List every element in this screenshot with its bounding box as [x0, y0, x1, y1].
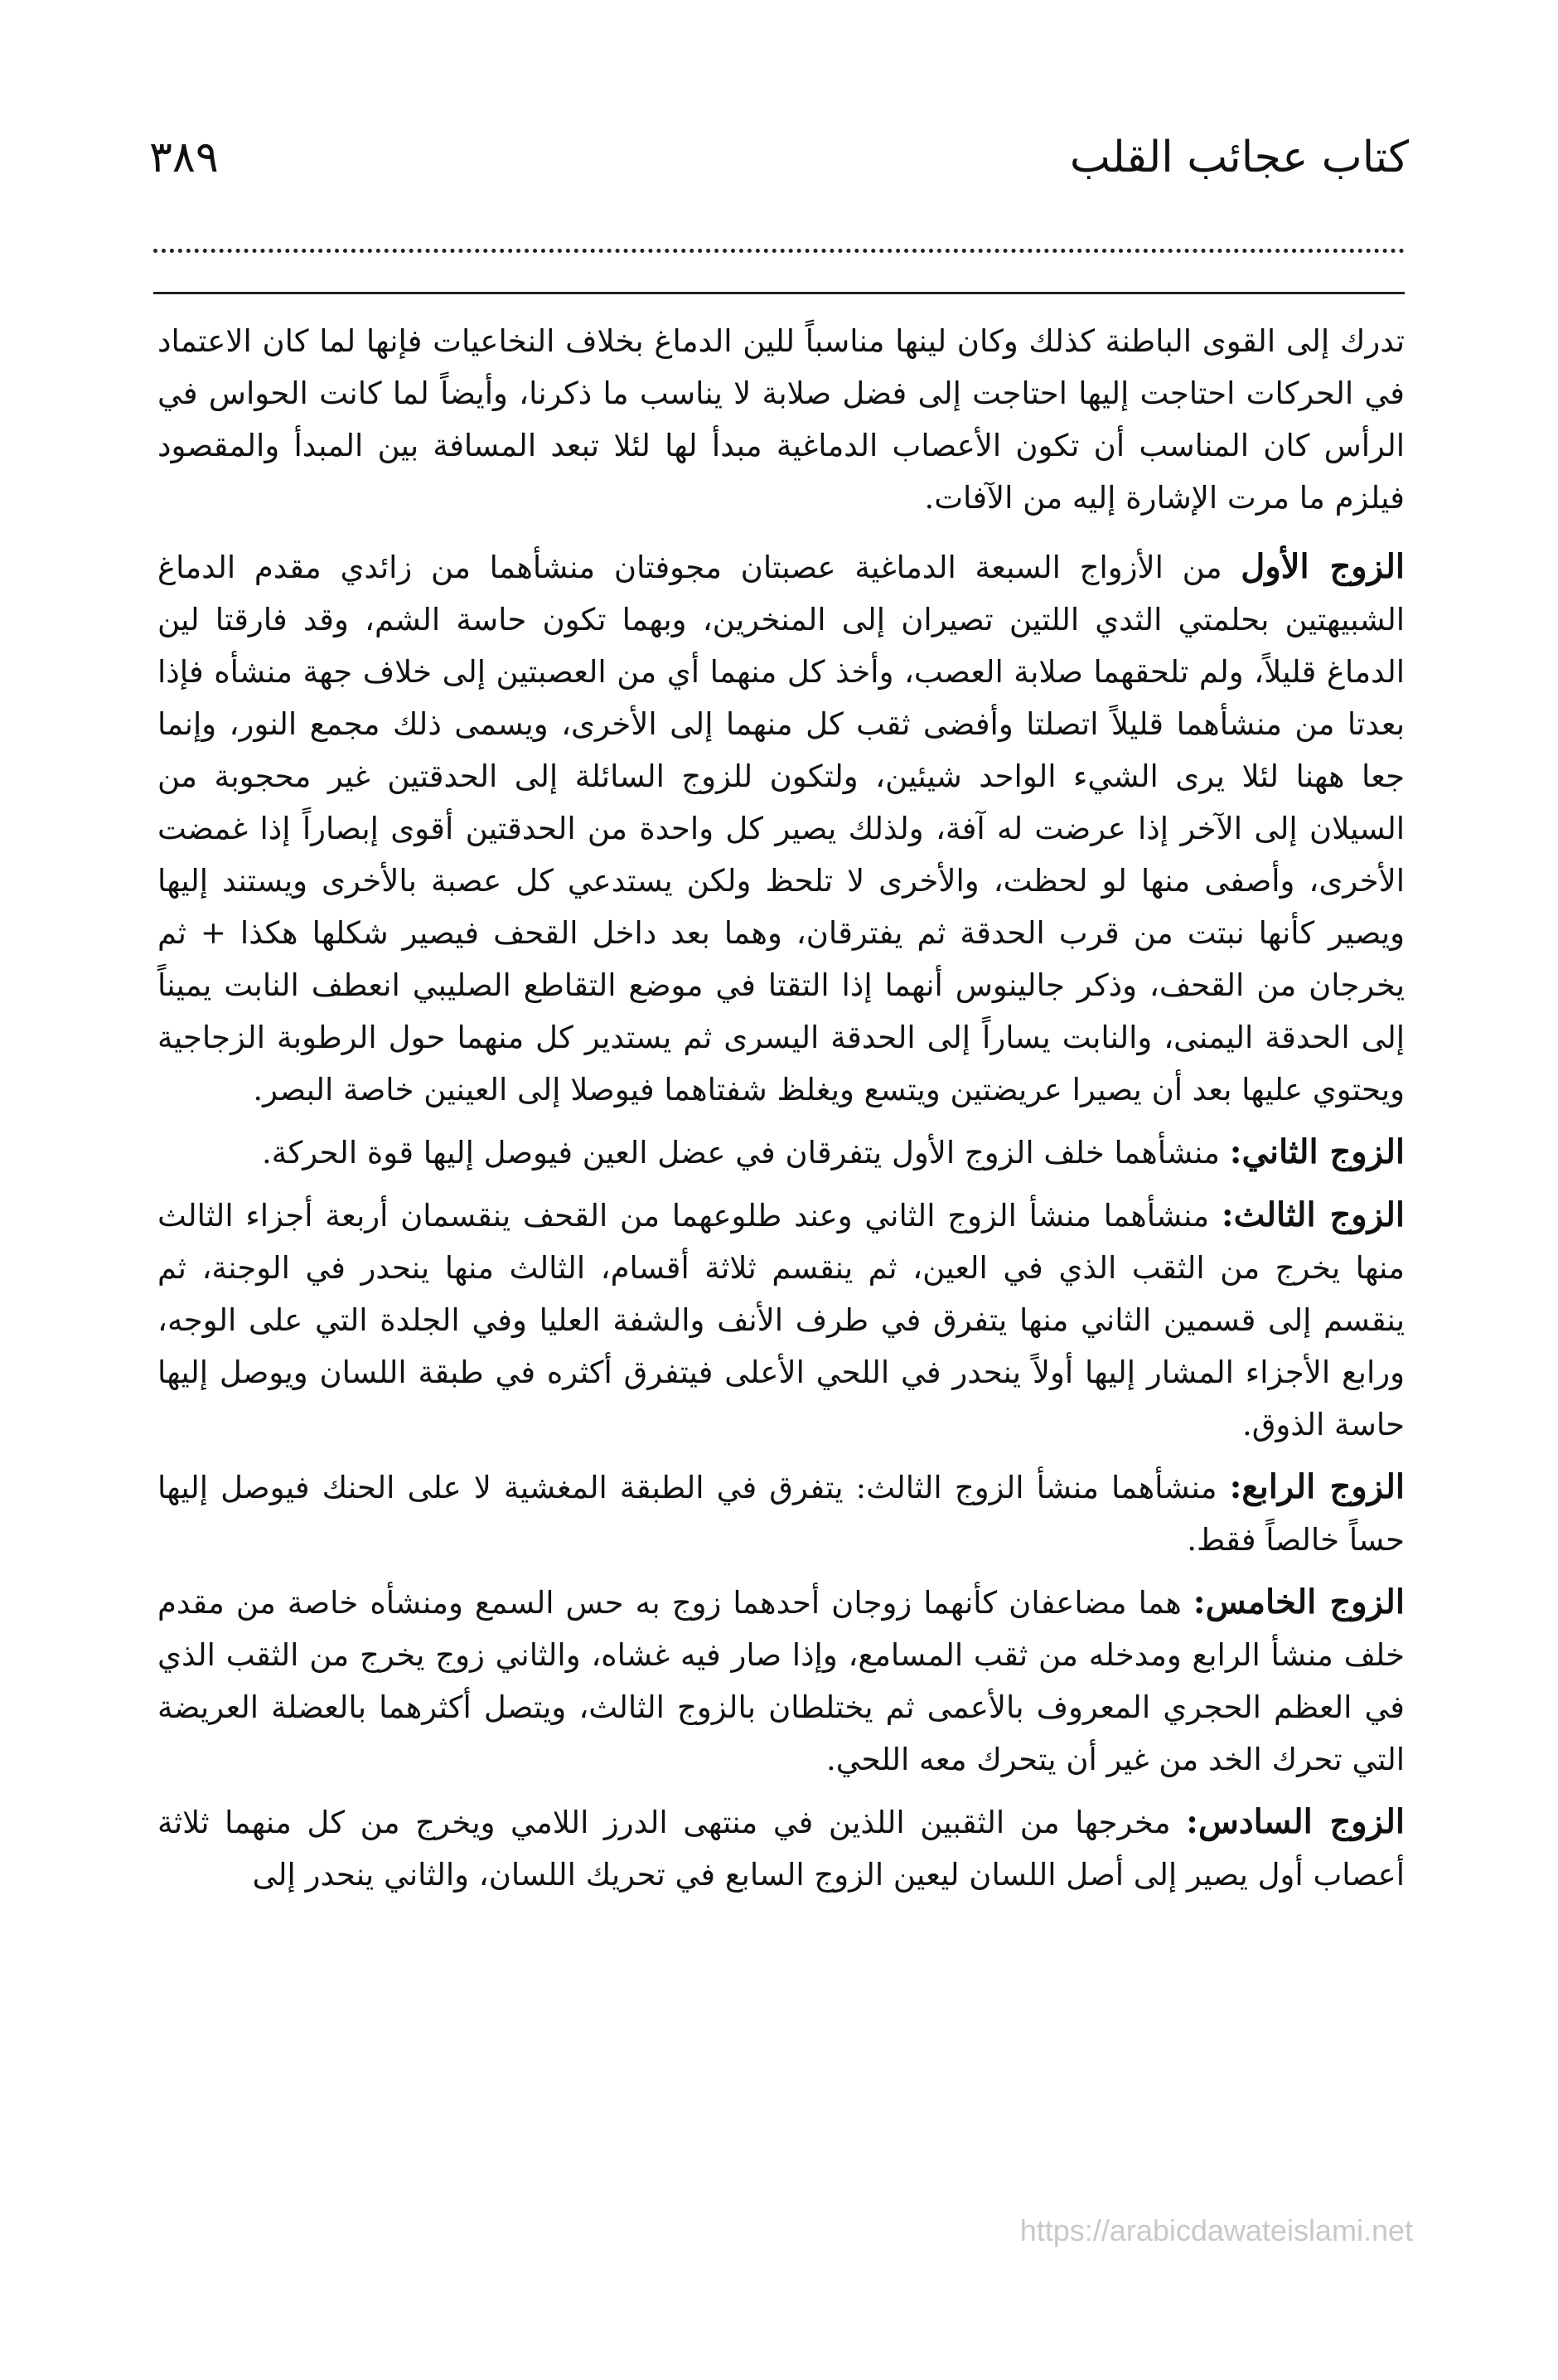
paragraph-text: مخرجها من الثقبين اللذين في منتهى الدرز اللامي ويخرج من كل منهما ثلاثة أعصاب أول يصير إلى أصل اللسان ليعين الزوج السابع في تحريك اللسان، والثاني ينحدر إلى — [157, 1805, 1405, 1893]
paragraph-text: منشأهما خلف الزوج الأول يتفرقان في عضل العين فيوصل إليها قوة الحركة. — [262, 1135, 1220, 1171]
watermark-url: https://arabicdawateislami.net — [1019, 2213, 1413, 2247]
paragraph-text: من الأزواج السبعة الدماغية عصبتان مجوفتان منشأهما من زائدي مقدم الدماغ الشبيهتين بحلمتي الثدي اللتين تصيران إلى المنخرين، وبهما تكون حاسة الشم، وقد فارقتا لين الدماغ قليلاً، ولم تلحقهما صلابة العصب، وأخذ كل منهما أي من العصبتين إلى خلاف جهة منشأه فإذا بعدتا من منشأهما قليلاً اتصلتا وأفضى ثقب كل منهما إلى الأخرى، ويسمى ذلك مجمع النور، وإنما جعا ههنا لئلا يرى الشيء الواحد شيئين، ولتكون للزوج السائلة إلى الحدقتين غير محجوبة من السيلان إلى الآخر إذا عرضت له آفة، ولذلك يصير كل واحدة من الحدقتين أقوى إبصاراً إذا غمضت الأخرى، وأصفى منها لو لحظت، والأخرى لا تلحظ ولكن يستدعي كل عصبة بالأخرى ويستند إليها ويصير كأنها نبتت من قرب الحدقة ثم يفترقان، وهما بعد داخل القحف فيصير شكلها هكذا + ثم يخرجان من القحف، وذكر جالينوس أنهما إذا التقتا في موضع التقاطع الصليبي انعطف النابت يميناً إلى الحدقة اليمنى، والنابت يساراً إلى الحدقة اليسرى ثم يستدير كل منهما حول الرطوبة الزجاجية ويحتوي عليها بعد أن يصيرا عريضتين ويتسع ويغلظ شفتاهما فيوصلا إلى العينين خاصة البصر. — [157, 550, 1405, 1108]
body-text — [157, 315, 1405, 1911]
paragraph-first-pair — [157, 540, 1405, 1116]
paragraph-intro — [157, 315, 1405, 524]
paragraph-second-pair — [157, 1126, 1405, 1179]
dotted-divider — [153, 249, 1405, 253]
section-term: الزوج الخامس: — [1193, 1583, 1405, 1621]
page-header — [149, 124, 1409, 199]
paragraph-fifth-pair — [157, 1576, 1405, 1786]
paragraph-text: منشأهما منشأ الزوج الثاني وعند طلوعهما من القحف ينقسمان أربعة أجزاء الثالث منها يخرج من الثقب الذي في العين، ثم ينقسم ثلاثة أقسام، الثالث منها ينحدر في الوجنة، ثم ينقسم إلى قسمين الثاني منها يتفرق في طرف الأنف والشفة العليا وفي الجلدة التي على الوجه، ورابع الأجزاء المشار إليها أولاً ينحدر في اللحي الأعلى فيتفرق أكثره في طبقة اللسان ويوصل إليها حاسة الذوق. — [157, 1198, 1405, 1442]
paragraph-text: هما مضاعفان كأنهما زوجان أحدهما زوج به حس السمع ومنشأه خاصة من مقدم خلف منشأ الرابع ومدخله من ثقب المسامع، وإذا صار فيه غشاه، والثاني زوج يخرج من الثقب الذي في العظم الحجري المعروف بالأعمى ثم يختلطان بالزوج الثالث، ويتصل أكثرهما بالعضلة العريضة التي تحرك الخد من غير أن يتحرك معه اللحي. — [157, 1585, 1405, 1777]
section-term: الزوج الرابع: — [1229, 1467, 1406, 1506]
paragraph-text: منشأهما منشأ الزوج الثالث: يتفرق في الطبقة المغشية لا على الحنك فيوصل إليها حساً خالصاً فقط. — [157, 1470, 1405, 1558]
section-term: الزوج الأول — [1241, 547, 1405, 586]
paragraph-fourth-pair — [157, 1461, 1405, 1566]
paragraph-sixth-pair — [157, 1796, 1405, 1901]
solid-divider — [153, 292, 1405, 294]
running-title: كتاب عجائب القلب — [1069, 133, 1409, 182]
page-number: ٣٨٩ — [149, 133, 219, 182]
paragraph-text: تدرك إلى القوى الباطنة كذلك وكان لينها مناسباً للين الدماغ بخلاف النخاعيات فإنها لما كان الاعتماد في الحركات احتاجت إليها احتاجت إلى فضل صلابة لا يناسب ما ذكرنا، وأيضاً لما كانت الحواس في الرأس كان المناسب أن تكون الأعصاب الدماغية مبدأ لها لئلا تبعد المسافة بين المبدأ والمقصود فيلزم ما مرت الإشارة إليه من الآفات. — [157, 323, 1405, 516]
section-term: الزوج الثاني: — [1229, 1132, 1405, 1171]
section-term: الزوج السادس: — [1186, 1802, 1405, 1841]
section-term: الزوج الثالث: — [1221, 1195, 1405, 1234]
paragraph-third-pair — [157, 1189, 1405, 1451]
